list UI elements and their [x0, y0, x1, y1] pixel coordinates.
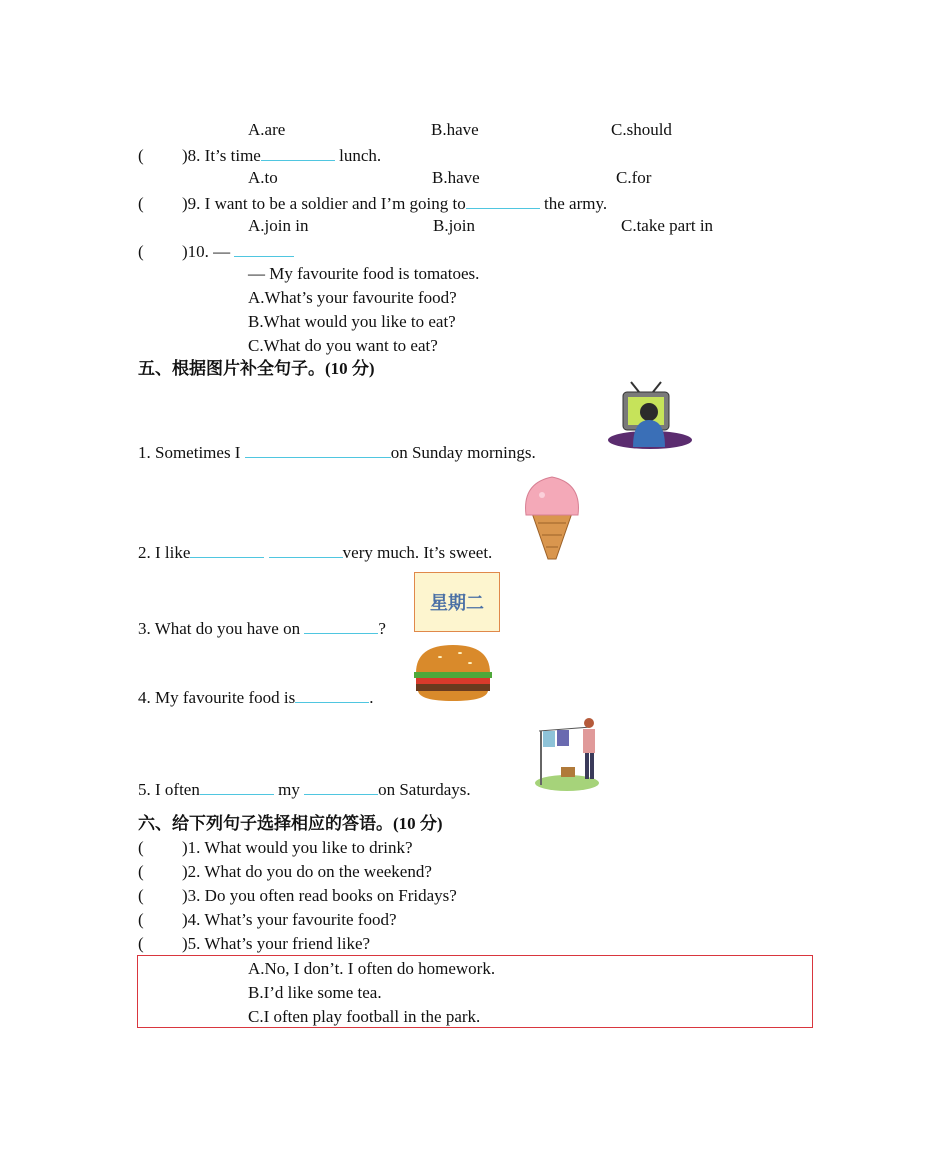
q10-option-b: B.What would you like to eat? [248, 312, 456, 331]
question-text: )10. — [182, 242, 231, 261]
q7-option-c: C.should [611, 120, 672, 139]
answer-blank[interactable] [261, 144, 335, 161]
question-text: )4. What’s your favourite food? [182, 910, 397, 929]
s6-answer-a: A.No, I don’t. I often do homework. [248, 959, 496, 978]
s6-question-2 [138, 862, 432, 882]
q9-option-a: A.join in [248, 216, 309, 235]
item-text-middle: my [278, 780, 300, 799]
s6-question-3 [138, 886, 457, 906]
item-text-after: very much. It’s sweet. [342, 543, 493, 562]
question-text: )3. Do you often read books on Fridays? [182, 886, 457, 905]
s5-item-3 [138, 617, 386, 639]
answer-blank[interactable] [304, 778, 378, 795]
q8-option-c: C.for [616, 168, 652, 187]
q8-option-a: A.to [248, 168, 278, 187]
item-text-after: ? [378, 619, 386, 638]
answer-blank[interactable] [466, 192, 540, 209]
s5-item-5 [138, 778, 471, 800]
section-5-title: 五、根据图片补全句子。(10 分) [138, 359, 375, 378]
question-text-after: the army. [544, 194, 608, 213]
item-text: 2. I like [138, 543, 191, 562]
answer-blank[interactable] [295, 686, 369, 703]
answer-paren[interactable]: ( [138, 146, 144, 165]
question-8 [138, 144, 381, 166]
item-text-after: . [369, 688, 374, 707]
item-text-after: on Saturdays. [378, 780, 471, 799]
answer-paren[interactable]: ( [138, 910, 144, 929]
item-text-after: on Sunday mornings. [390, 443, 536, 462]
question-text: )5. What’s your friend like? [182, 934, 371, 953]
s6-question-4 [138, 910, 396, 930]
answer-paren[interactable]: ( [138, 838, 144, 857]
question-text: )1. What would you like to drink? [182, 838, 413, 857]
q7-option-a: A.are [248, 120, 286, 139]
question-9 [138, 192, 607, 214]
question-text: )8. It’s time [182, 146, 261, 165]
ice-cream-picture [520, 473, 584, 561]
s6-answer-b: B.I’d like some tea. [248, 983, 382, 1002]
q7-option-b: B.have [431, 120, 479, 139]
item-text: 3. What do you have on [138, 619, 301, 638]
s6-question-5 [138, 934, 370, 954]
answer-blank[interactable] [234, 240, 294, 257]
answer-blank[interactable] [245, 441, 391, 458]
s6-question-1 [138, 838, 413, 858]
item-text: 1. Sometimes I [138, 443, 241, 462]
answer-paren[interactable]: ( [138, 862, 144, 881]
s6-answer-c: C.I often play football in the park. [248, 1007, 481, 1026]
q10-option-c: C.What do you want to eat? [248, 336, 438, 355]
question-text-after: lunch. [339, 146, 382, 165]
s5-item-4 [138, 686, 373, 708]
question-text: )9. I want to be a soldier and I’m going to [182, 194, 466, 213]
answer-blank[interactable] [190, 541, 264, 558]
q10-option-a: A.What’s your favourite food? [248, 288, 457, 307]
q9-option-c: C.take part in [621, 216, 714, 235]
answer-blank[interactable] [304, 617, 378, 634]
answer-paren[interactable]: ( [138, 242, 144, 261]
q9-option-b: B.join [433, 216, 476, 235]
answer-blank[interactable] [200, 778, 274, 795]
answer-blank[interactable] [269, 541, 343, 558]
answer-paren[interactable]: ( [138, 194, 144, 213]
s5-item-2 [138, 541, 492, 563]
section-6-title: 六、给下列句子选择相应的答语。(10 分) [138, 814, 443, 833]
hamburger-picture [412, 643, 494, 703]
question-10 [138, 240, 294, 262]
calendar-card: 星期二 [414, 572, 500, 632]
question-text: )2. What do you do on the weekend? [182, 862, 432, 881]
answer-paren[interactable]: ( [138, 934, 144, 953]
q10-answer-line: — My favourite food is tomatoes. [248, 264, 480, 283]
answer-paren[interactable]: ( [138, 886, 144, 905]
item-text: 4. My favourite food is [138, 688, 296, 707]
item-text: 5. I often [138, 780, 200, 799]
s5-item-1 [138, 441, 536, 463]
washing-clothes-picture [533, 713, 603, 793]
q8-option-b: B.have [432, 168, 480, 187]
watching-tv-picture [603, 380, 693, 452]
